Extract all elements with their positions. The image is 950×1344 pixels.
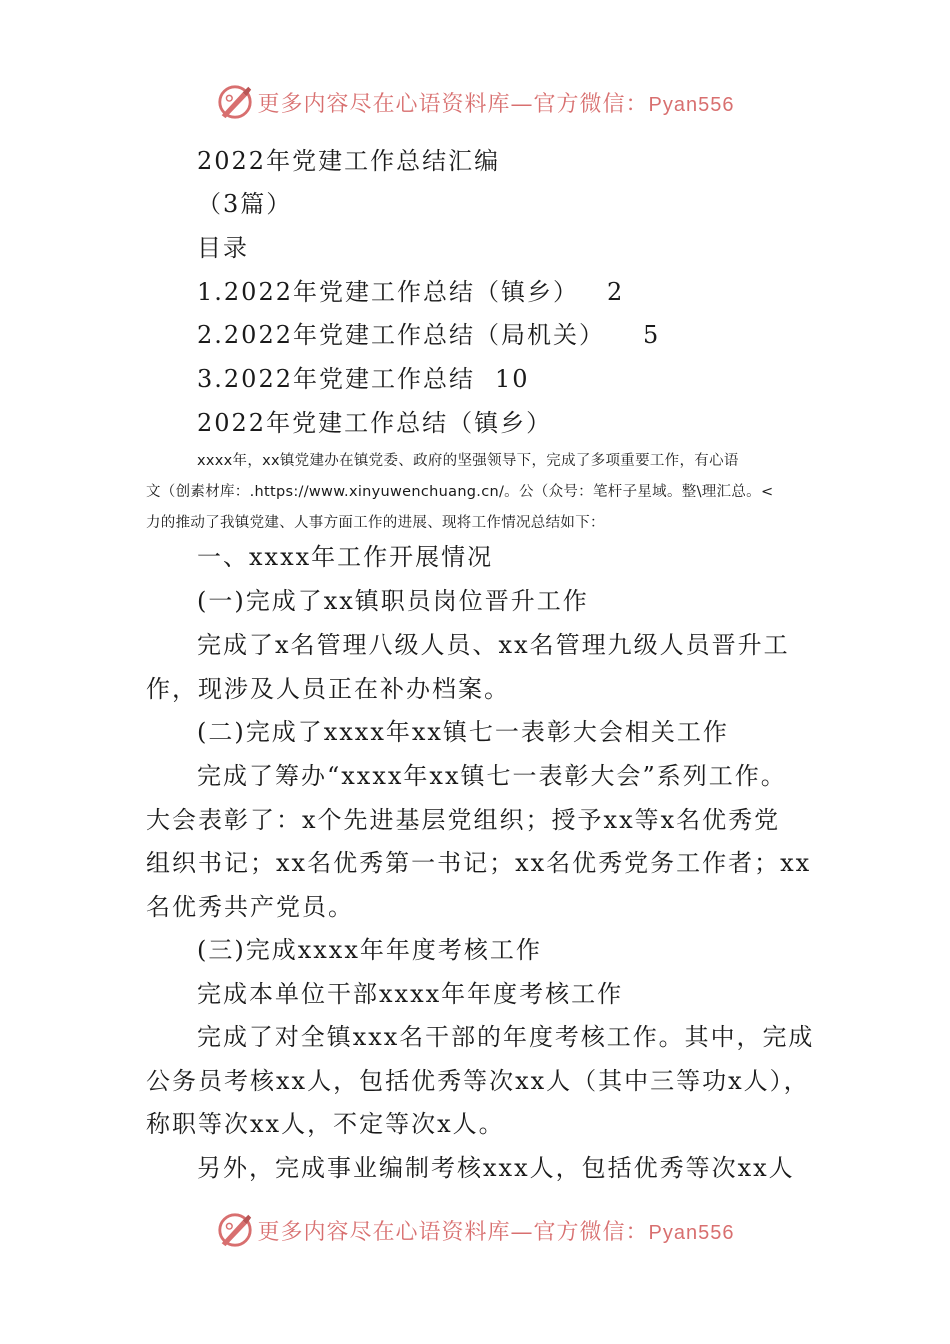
wechat-id: Pyan556	[648, 1221, 735, 1244]
wechat-id: Pyan556	[648, 93, 735, 116]
watermark-text: 更多内容尽在心语资料库—官方微信：Pyan556	[257, 1219, 735, 1245]
paragraph-line: 完成了筹办“xxxx年xx镇七一表彰大会”系列工作。	[197, 762, 787, 790]
heading-level1: 一、xxxx年工作开展情况	[197, 543, 494, 571]
watermark-banner-bottom	[0, 1210, 950, 1250]
watermark-banner-top	[0, 82, 950, 122]
paragraph-line: 大会表彰了：x个先进基层党组织；授予xx等x名优秀党	[146, 806, 781, 834]
paragraph-line: 名优秀共产党员。	[146, 893, 354, 921]
toc-item: 2.2022年党建工作总结（局机关） 5	[197, 321, 661, 349]
pen-logo-icon	[216, 83, 254, 121]
toc-heading: 目录	[197, 234, 249, 262]
heading-level2: (一)完成了xx镇职员岗位晋升工作	[197, 587, 589, 615]
paragraph-line: 称职等次xx人，不定等次x人。	[146, 1110, 505, 1138]
intro-line: xxxx年，xx镇党建办在镇党委、政府的坚强领导下，完成了多项重要工作，有心语	[197, 453, 739, 469]
section-title: 2022年党建工作总结（镇乡）	[197, 409, 553, 437]
toc-item: 3.2022年党建工作总结 10	[197, 365, 530, 393]
paragraph-line: 另外，完成事业编制考核xxx人，包括优秀等次xx人	[197, 1154, 795, 1182]
heading-level2: (三)完成xxxx年年度考核工作	[197, 936, 542, 964]
watermark-text: 更多内容尽在心语资料库—官方微信：Pyan556	[257, 91, 735, 117]
pen-logo-icon	[216, 1211, 254, 1249]
paragraph-line: 作，现涉及人员正在补办档案。	[146, 675, 510, 703]
intro-line: 文（创素材库：.https://www.xinyuwenchuang.cn/。公（众号：笔杆子星域。整\理汇总。<	[146, 484, 774, 500]
paragraph-line: 公务员考核xx人，包括优秀等次xx人（其中三等功x人），	[146, 1067, 810, 1095]
document-title: 2022年党建工作总结汇编	[197, 147, 501, 175]
article-count: （3篇）	[197, 190, 293, 218]
toc-item: 1.2022年党建工作总结（镇乡） 2	[197, 278, 625, 306]
paragraph-line: 完成了x名管理八级人员、xx名管理九级人员晋升工	[197, 631, 790, 659]
heading-level2: (二)完成了xxxx年xx镇七一表彰大会相关工作	[197, 718, 729, 746]
paragraph-line: 完成了对全镇xxx名干部的年度考核工作。其中，完成	[197, 1023, 815, 1051]
paragraph-line: 完成本单位干部xxxx年年度考核工作	[197, 980, 624, 1008]
paragraph-line: 组织书记；xx名优秀第一书记；xx名优秀党务工作者；xx	[146, 849, 812, 877]
intro-line: 力的推动了我镇党建、人事方面工作的进展、现将工作情况总结如下：	[146, 515, 605, 531]
